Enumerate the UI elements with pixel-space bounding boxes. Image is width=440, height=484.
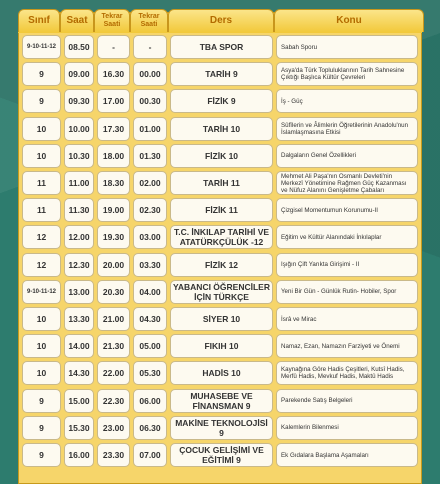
row-repeat-time-cell: 06.00 bbox=[133, 389, 167, 413]
row-class-cell: 11 bbox=[22, 171, 61, 195]
row-repeat-time-cell: 07.00 bbox=[133, 443, 167, 467]
row-repeat-cell: 23.00 bbox=[97, 416, 130, 440]
row-class-cell: 12 bbox=[22, 225, 61, 249]
row-repeat-cell: 16.30 bbox=[97, 62, 130, 86]
row-lesson-cell: TBA SPOR bbox=[170, 35, 273, 59]
row-class-cell: 10 bbox=[22, 144, 61, 168]
table-row bbox=[22, 253, 418, 277]
row-repeat-cell: 19.30 bbox=[97, 225, 130, 249]
row-lesson-cell: TARİH 10 bbox=[170, 117, 273, 141]
row-repeat-time-cell: 03.00 bbox=[133, 225, 167, 249]
row-topic-cell: Ek Gıdalara Başlama Aşamaları bbox=[276, 443, 418, 467]
row-time-cell: 09.30 bbox=[64, 89, 94, 113]
row-class-cell: 10 bbox=[22, 361, 61, 385]
table-row bbox=[22, 89, 418, 113]
row-repeat-time-cell: 00.30 bbox=[133, 89, 167, 113]
row-repeat-time-cell: 04.00 bbox=[133, 280, 167, 304]
row-lesson-cell: FİZİK 11 bbox=[170, 198, 273, 222]
row-time-cell: 13.00 bbox=[64, 280, 94, 304]
row-class-cell: 10 bbox=[22, 307, 61, 331]
row-time-cell: 11.00 bbox=[64, 171, 94, 195]
row-repeat-cell: 21.30 bbox=[97, 334, 130, 358]
row-class-cell: 9 bbox=[22, 89, 61, 113]
row-lesson-cell: FIKIH 10 bbox=[170, 334, 273, 358]
header-konu: Konu bbox=[274, 9, 424, 32]
row-topic-cell: Yeni Bir Gün - Günlük Rutin- Hobiler, Spor bbox=[276, 280, 418, 304]
row-class-cell: 12 bbox=[22, 253, 61, 277]
row-topic-cell: Işığın Çift Yarıkta Girişimi - II bbox=[276, 253, 418, 277]
table-row bbox=[22, 225, 418, 249]
row-topic-cell: Namaz, Ezan, Namazın Farziyeti ve Önemi bbox=[276, 334, 418, 358]
row-time-cell: 12.00 bbox=[64, 225, 94, 249]
row-repeat-time-cell: 00.00 bbox=[133, 62, 167, 86]
row-time-cell: 09.00 bbox=[64, 62, 94, 86]
header-saat: Saat bbox=[60, 9, 94, 32]
table-row bbox=[22, 171, 418, 195]
table-row bbox=[22, 280, 418, 304]
row-lesson-cell: TARİH 9 bbox=[170, 62, 273, 86]
row-topic-cell: Mehmet Ali Paşa'nın Osmanlı Devleti'nin Merkezî Yönetimine Rağmen Güç Kazanması ve Nüfuz Alanını Genişletme Çabaları bbox=[276, 171, 418, 195]
row-time-cell: 14.30 bbox=[64, 361, 94, 385]
row-lesson-cell: T.C. İNKILAP TARİHİ VE ATATÜRKÇÜLÜK -12 bbox=[170, 225, 273, 249]
row-repeat-cell: - bbox=[97, 35, 130, 59]
header-sinif: Sınıf bbox=[18, 9, 60, 32]
row-lesson-cell: FİZİK 12 bbox=[170, 253, 273, 277]
row-lesson-cell: HADİS 10 bbox=[170, 361, 273, 385]
row-topic-cell: Dalgaların Genel Özellikleri bbox=[276, 144, 418, 168]
table-row bbox=[22, 144, 418, 168]
row-repeat-cell: 21.00 bbox=[97, 307, 130, 331]
table-row bbox=[22, 334, 418, 358]
row-class-cell: 9-10-11-12 bbox=[22, 280, 61, 304]
row-lesson-cell: ÇOCUK GELİŞİMİ VE EĞİTİMİ 9 bbox=[170, 443, 273, 467]
row-time-cell: 16.00 bbox=[64, 443, 94, 467]
row-repeat-time-cell: 02.00 bbox=[133, 171, 167, 195]
row-repeat-cell: 23.30 bbox=[97, 443, 130, 467]
row-time-cell: 11.30 bbox=[64, 198, 94, 222]
table-row bbox=[22, 361, 418, 385]
row-lesson-cell: MUHASEBE VE FİNANSMAN 9 bbox=[170, 389, 273, 413]
row-topic-cell: Kalemlerin Bilenmesi bbox=[276, 416, 418, 440]
row-class-cell: 10 bbox=[22, 334, 61, 358]
row-lesson-cell: FİZİK 10 bbox=[170, 144, 273, 168]
row-repeat-time-cell: 03.30 bbox=[133, 253, 167, 277]
row-repeat-time-cell: 05.00 bbox=[133, 334, 167, 358]
row-time-cell: 08.50 bbox=[64, 35, 94, 59]
row-class-cell: 9 bbox=[22, 62, 61, 86]
header-tekrar: Tekrar Saati bbox=[94, 9, 130, 32]
row-lesson-cell: MAKİNE TEKNOLOJİSİ 9 bbox=[170, 416, 273, 440]
table-row bbox=[22, 62, 418, 86]
row-repeat-time-cell: 06.30 bbox=[133, 416, 167, 440]
table-row bbox=[22, 389, 418, 413]
row-time-cell: 15.30 bbox=[64, 416, 94, 440]
table-row bbox=[22, 117, 418, 141]
row-time-cell: 15.00 bbox=[64, 389, 94, 413]
row-topic-cell: Sabah Sporu bbox=[276, 35, 418, 59]
row-topic-cell: İş - Güç bbox=[276, 89, 418, 113]
row-repeat-cell: 17.00 bbox=[97, 89, 130, 113]
row-class-cell: 9 bbox=[22, 389, 61, 413]
row-repeat-cell: 20.00 bbox=[97, 253, 130, 277]
table-row bbox=[22, 35, 418, 59]
row-lesson-cell: SİYER 10 bbox=[170, 307, 273, 331]
row-repeat-cell: 18.00 bbox=[97, 144, 130, 168]
row-repeat-cell: 17.30 bbox=[97, 117, 130, 141]
row-class-cell: 11 bbox=[22, 198, 61, 222]
row-topic-cell: Çizgisel Momentumun Korunumu-II bbox=[276, 198, 418, 222]
row-repeat-time-cell: 01.00 bbox=[133, 117, 167, 141]
row-class-cell: 10 bbox=[22, 117, 61, 141]
table-row bbox=[22, 416, 418, 440]
row-topic-cell: Asya'da Türk Topluluklarının Tarih Sahnesine Çıktığı Başlıca Kültür Çevreleri bbox=[276, 62, 418, 86]
row-class-cell: 9 bbox=[22, 416, 61, 440]
row-topic-cell: İsrâ ve Mirac bbox=[276, 307, 418, 331]
row-topic-cell: Eğitim ve Kültür Alanındaki İnkılaplar bbox=[276, 225, 418, 249]
table-row bbox=[22, 307, 418, 331]
header-tekrar-saati: Tekrar Saati bbox=[130, 9, 168, 32]
row-repeat-cell: 19.00 bbox=[97, 198, 130, 222]
row-repeat-time-cell: 04.30 bbox=[133, 307, 167, 331]
row-repeat-time-cell: 02.30 bbox=[133, 198, 167, 222]
row-repeat-cell: 22.00 bbox=[97, 361, 130, 385]
row-class-cell: 9-10-11-12 bbox=[22, 35, 61, 59]
header-ders: Ders bbox=[168, 9, 274, 32]
row-lesson-cell: FİZİK 9 bbox=[170, 89, 273, 113]
row-repeat-cell: 20.30 bbox=[97, 280, 130, 304]
row-repeat-time-cell: 01.30 bbox=[133, 144, 167, 168]
row-time-cell: 12.30 bbox=[64, 253, 94, 277]
row-topic-cell: Kaynağına Göre Hadis Çeşitleri, Kutsî Hadis, Merfû Hadis, Mevkuf Hadis, Maktû Hadis bbox=[276, 361, 418, 385]
row-lesson-cell: TARİH 11 bbox=[170, 171, 273, 195]
row-class-cell: 9 bbox=[22, 443, 61, 467]
row-repeat-cell: 22.30 bbox=[97, 389, 130, 413]
table-row bbox=[22, 198, 418, 222]
row-repeat-cell: 18.30 bbox=[97, 171, 130, 195]
row-time-cell: 10.30 bbox=[64, 144, 94, 168]
table-header bbox=[18, 9, 422, 33]
row-time-cell: 13.30 bbox=[64, 307, 94, 331]
row-time-cell: 14.00 bbox=[64, 334, 94, 358]
row-time-cell: 10.00 bbox=[64, 117, 94, 141]
row-topic-cell: Sûfîlerin ve Âlimlerin Öğretilerinin Anadolu'nun İslamlaşmasına Etkisi bbox=[276, 117, 418, 141]
row-topic-cell: Parekende Satış Belgeleri bbox=[276, 389, 418, 413]
row-repeat-time-cell: - bbox=[133, 35, 167, 59]
table-row bbox=[22, 443, 418, 467]
row-repeat-time-cell: 05.30 bbox=[133, 361, 167, 385]
row-lesson-cell: YABANCI ÖĞRENCİLER İÇİN TÜRKÇE bbox=[170, 280, 273, 304]
